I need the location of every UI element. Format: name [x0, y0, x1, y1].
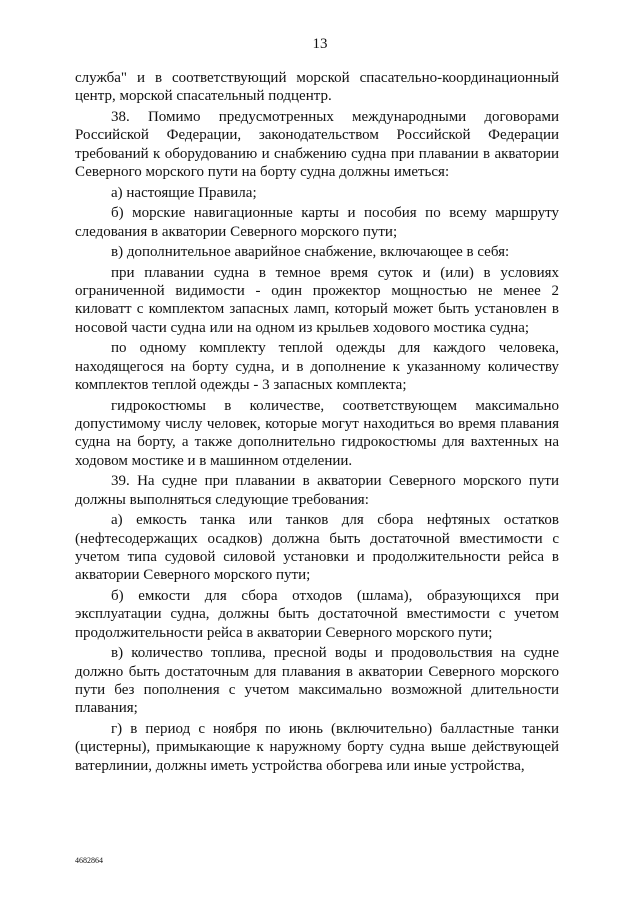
paragraph-38-b: б) морские навигационные карты и пособия по всему маршруту следования в акватории Северного морского пути; [75, 205, 559, 240]
document-code: 4682864 [75, 856, 103, 865]
document-body [75, 69, 559, 777]
paragraph-searchlight: при плавании судна в темное время суток и (или) в условиях ограниченной видимости - один прожектор мощностью не менее 2 киловатт с комплектом запасных ламп, который может быть установлен в носовой части судна или на одном из крыльев ходового мостика судна; [75, 264, 559, 336]
page-number: 13 [312, 36, 328, 52]
paragraph-warm-clothing: по одному комплекту теплой одежды для каждого человека, находящегося на борту судна, и в дополнение к указанному количеству комплектов теплой одежды - 3 запасных комплекта; [75, 340, 559, 394]
paragraph-item-39: 39. На судне при плавании в акватории Северного морского пути должны выполняться следующие требования: [75, 473, 559, 508]
paragraph-39-v: в) количество топлива, пресной воды и продовольствия на судне должно быть достаточным для плавания в акватории Северного морского пути без пополнения с учетом максимально возможной длительности плавания; [75, 645, 559, 717]
paragraph-survival-suits: гидрокостюмы в количестве, соответствующем максимально допустимому числу человек, которые могут находиться во время плавания судна на борту, а также дополнительно гидрокостюмы для вахтенных на ходовом мостике и в машинном отделении. [75, 397, 559, 469]
paragraph-continuation: служба" и в соответствующий морской спасательно-координационный центр, морской спасательный подцентр. [75, 70, 559, 105]
paragraph-38-a: а) настоящие Правила; [111, 184, 257, 201]
paragraph-39-b: б) емкости для сбора отходов (шлама), образующихся при эксплуатации судна, должны быть достаточной вместимости с учетом продолжительности рейса в акватории Северного морского пути; [75, 587, 559, 641]
paragraph-item-38: 38. Помимо предусмотренных международными договорами Российской Федерации, законодательством Российской Федерации требований к оборудованию и снабжению судна при плавании в акватории Северного морского пути на борту судна должны иметься: [75, 108, 559, 181]
paragraph-39-g: г) в период с ноября по июнь (включительно) балластные танки (цистерны), примыкающие к наружному борту судна выше действующей ватерлинии, должны иметь устройства обогрева или иные устройства, [75, 720, 559, 774]
paragraph-38-v: в) дополнительное аварийное снабжение, включающее в себя: [111, 244, 510, 261]
paragraph-39-a: а) емкость танка или танков для сбора нефтяных остатков (нефтесодержащих осадков) должна быть достаточной вместимости с учетом типа судовой силовой установки и продолжительности рейса в акватории Северного морского пути; [75, 512, 559, 584]
